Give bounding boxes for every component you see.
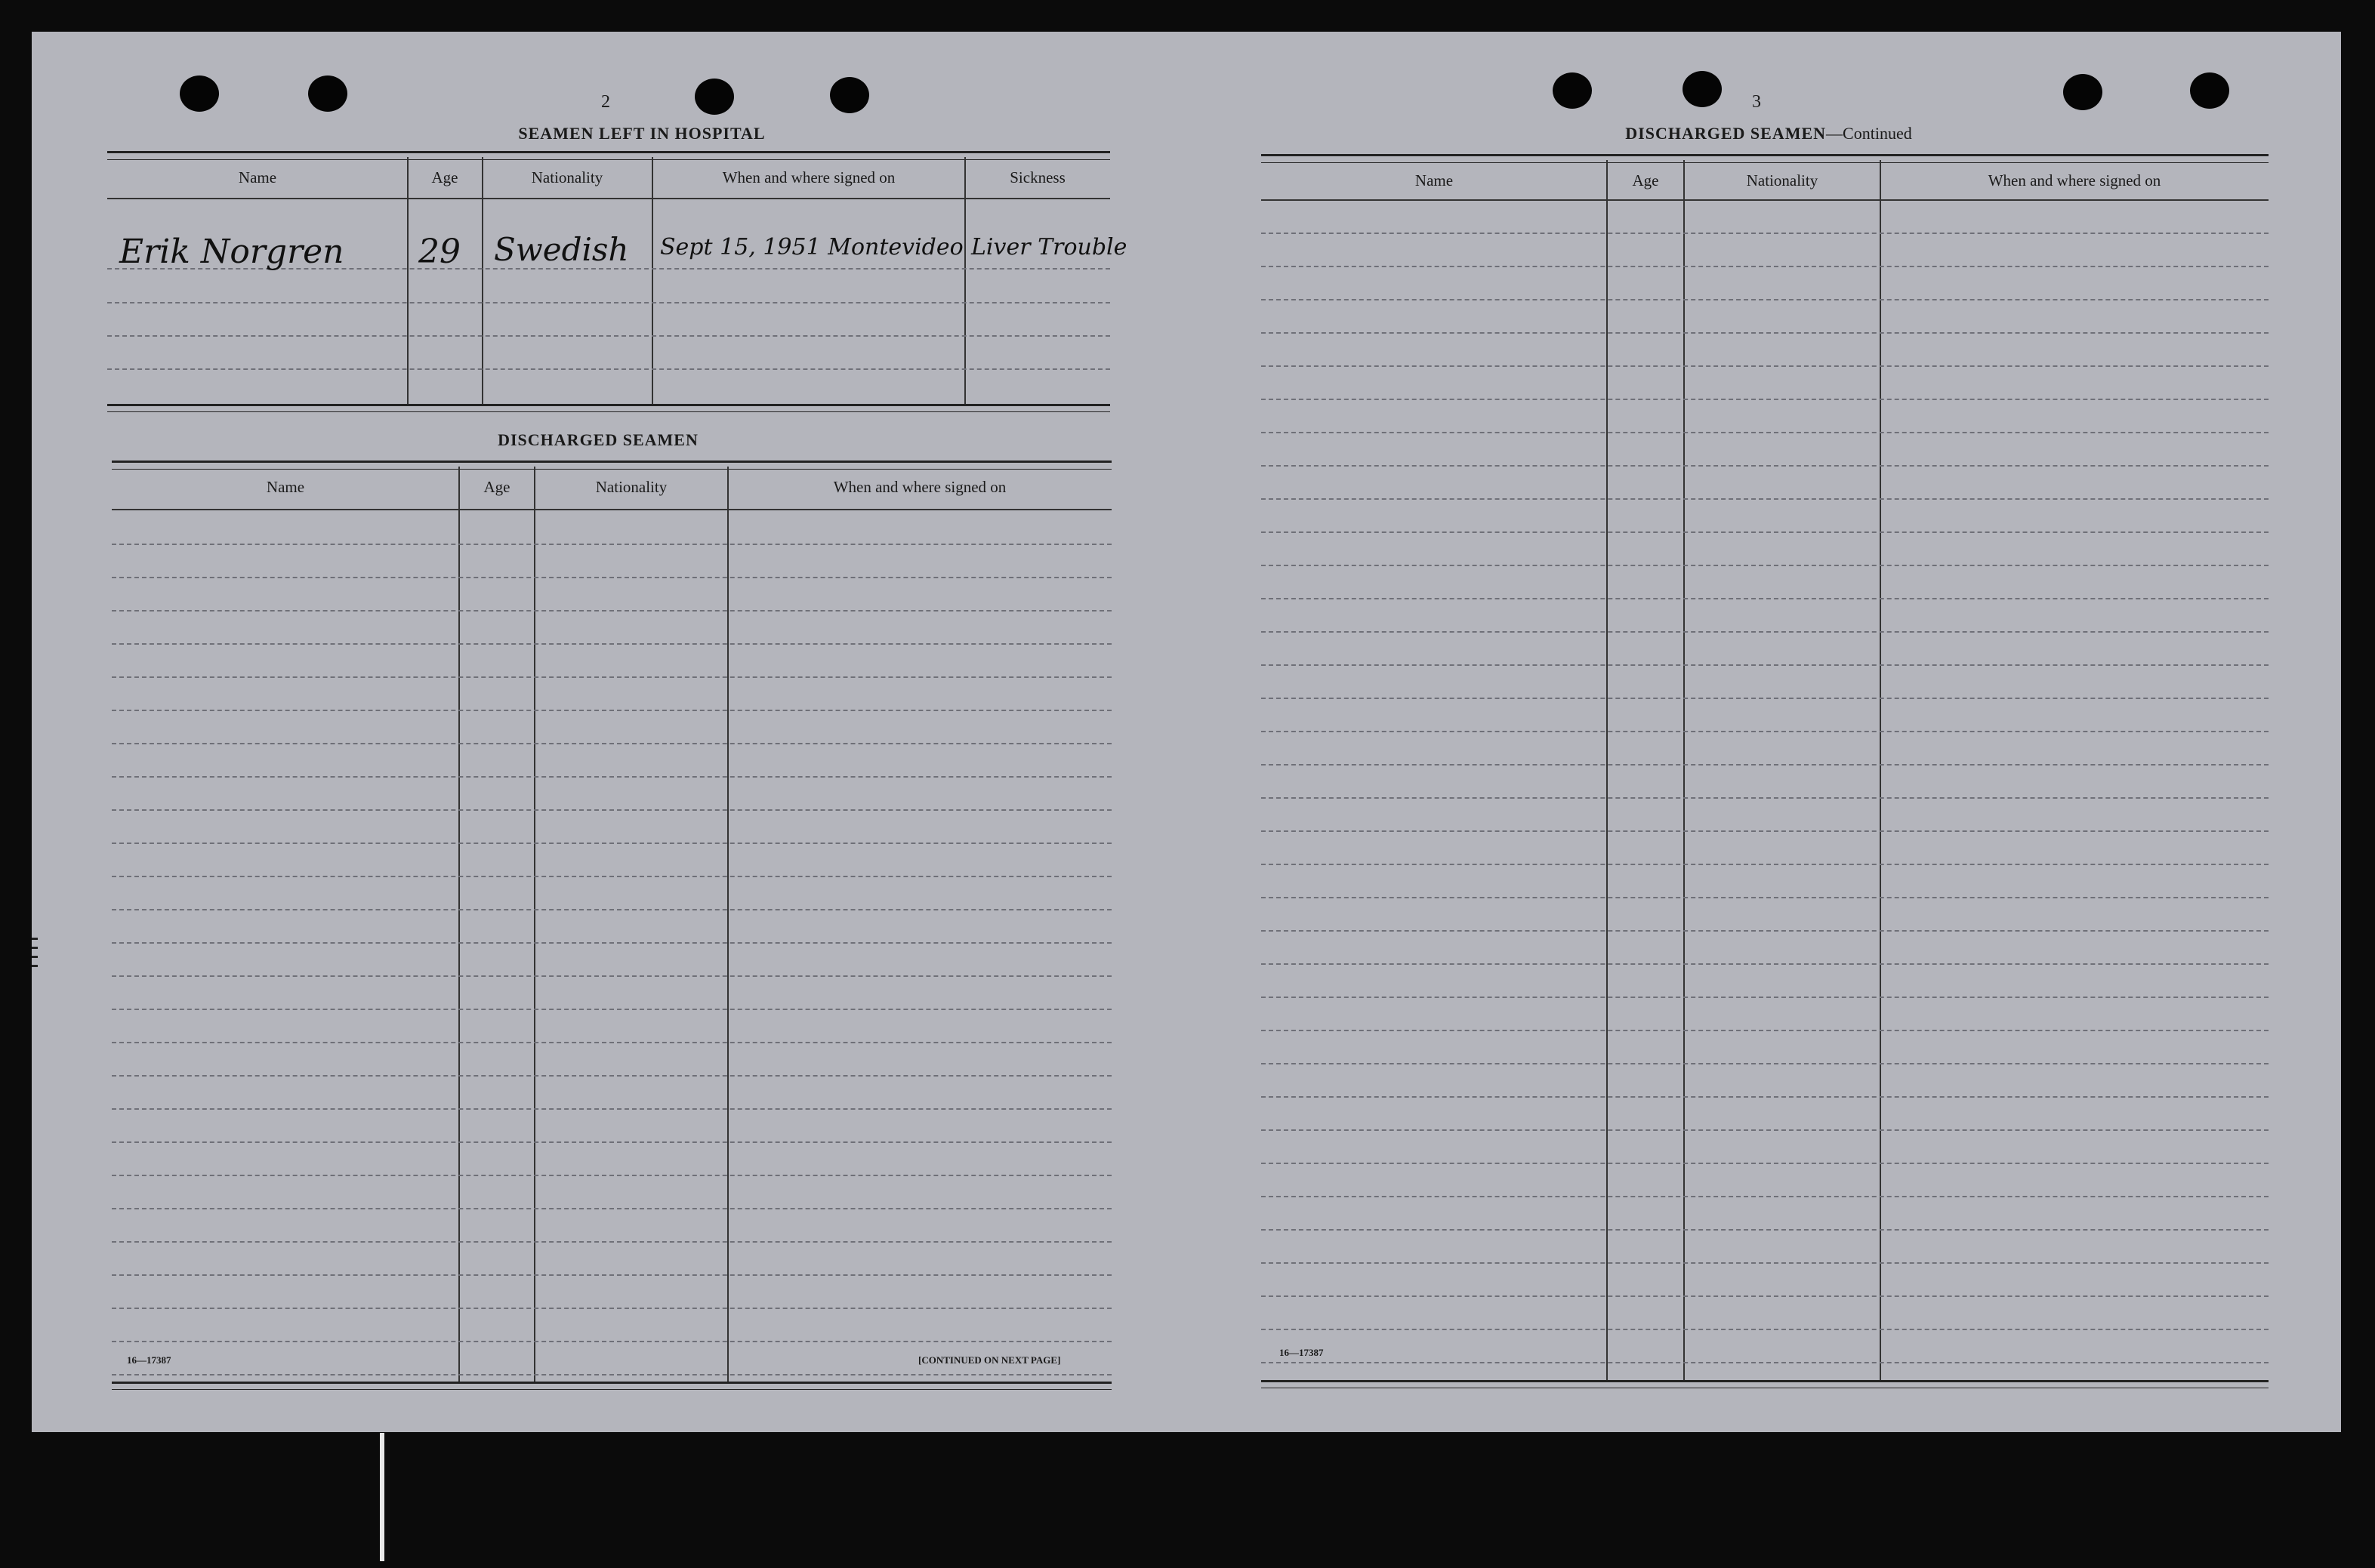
row-line: [1261, 432, 2269, 433]
row-line: [112, 1341, 1112, 1342]
row-line: [112, 1274, 1112, 1276]
row-line: [107, 302, 1110, 303]
punch-hole: [2190, 72, 2229, 109]
form-number-right: 16—17387: [1279, 1347, 1324, 1358]
row-line: [1261, 1030, 2269, 1031]
column-header-signed-on: When and where signed on: [722, 168, 896, 186]
row-line: [112, 1108, 1112, 1110]
row-line: [112, 577, 1112, 578]
handwritten-age: 29: [418, 233, 461, 271]
punch-hole: [1683, 71, 1722, 107]
row-line: [112, 1075, 1112, 1077]
row-line: [1261, 299, 2269, 300]
continued-note: [CONTINUED ON NEXT PAGE]: [918, 1354, 1061, 1366]
section-title-suffix: —Continued: [1826, 124, 1912, 143]
row-line: [1261, 797, 2269, 799]
table-header: [107, 157, 1110, 199]
row-line: [112, 710, 1112, 711]
handwritten-signed-on: Sept 15, 1951 Montevideo: [660, 234, 964, 260]
row-line: [1261, 565, 2269, 566]
handwritten-sickness: Liver Trouble: [971, 234, 1127, 260]
margin-mark: [32, 965, 38, 967]
row-line: [112, 1374, 1112, 1375]
row-line: [1261, 598, 2269, 599]
row-line: [1261, 963, 2269, 965]
row-line: [1261, 698, 2269, 699]
row-line: [1261, 764, 2269, 766]
row-line: [1261, 266, 2269, 267]
row-line: [1261, 1362, 2269, 1363]
handwritten-nationality: Swedish: [494, 231, 629, 268]
row-line: [1261, 864, 2269, 865]
row-line: [107, 368, 1110, 370]
row-line: [1261, 731, 2269, 732]
row-line: [1261, 498, 2269, 500]
row-line: [1261, 1096, 2269, 1098]
row-line: [1261, 399, 2269, 400]
table-header: [1261, 160, 2269, 201]
punch-hole: [830, 77, 869, 113]
row-line: [112, 544, 1112, 545]
row-line: [107, 335, 1110, 337]
row-line: [112, 643, 1112, 645]
row-line: [112, 1208, 1112, 1209]
row-line: [1261, 465, 2269, 467]
column-divider: [458, 467, 460, 1383]
row-line: [112, 809, 1112, 811]
row-line: [1261, 1295, 2269, 1297]
hospital-table: [107, 151, 1127, 411]
column-header-signed-on: When and where signed on: [833, 478, 1007, 496]
margin-mark: [32, 956, 38, 958]
row-line: [1261, 631, 2269, 633]
row-line: [112, 909, 1112, 910]
row-line: [112, 1141, 1112, 1143]
row-line: [1261, 332, 2269, 334]
column-header-name: Name: [1414, 171, 1454, 189]
row-line: [112, 942, 1112, 944]
row-line: [112, 975, 1112, 977]
table-bottom-rule: [1261, 1380, 2269, 1388]
row-line: [1261, 1329, 2269, 1330]
row-line: [1261, 1229, 2269, 1231]
column-header-signed-on: When and where signed on: [1988, 171, 2161, 189]
hospital-section-title: SEAMEN LEFT IN HOSPITAL: [518, 124, 766, 143]
column-divider: [1606, 160, 1608, 1382]
table-bottom-rule: [107, 404, 1110, 412]
column-header-age: Age: [483, 478, 510, 496]
row-line: [112, 1042, 1112, 1043]
row-line: [112, 676, 1112, 678]
column-header-nationality: Nationality: [595, 478, 668, 496]
row-line: [1261, 1262, 2269, 1264]
discharged-table-right: [1261, 154, 2269, 1386]
table-header: [112, 467, 1112, 510]
margin-mark: [32, 947, 38, 949]
punch-hole: [2063, 74, 2102, 110]
margin-mark: [32, 938, 38, 940]
row-line: [1261, 365, 2269, 367]
column-header-nationality: Nationality: [531, 168, 603, 186]
column-header-sickness: Sickness: [1010, 168, 1066, 186]
row-line: [1261, 830, 2269, 832]
row-line: [112, 776, 1112, 778]
paper-tear-mark: [380, 1433, 384, 1561]
column-header-name: Name: [238, 168, 277, 186]
column-header-age: Age: [1632, 171, 1659, 189]
column-header-nationality: Nationality: [1746, 171, 1818, 189]
column-divider: [727, 467, 729, 1383]
form-number-left: 16—17387: [127, 1354, 171, 1366]
column-divider: [1683, 160, 1685, 1382]
column-divider: [534, 467, 535, 1383]
discharged-section-title-left: DISCHARGED SEAMEN: [498, 430, 699, 449]
ledger-sheet: [32, 32, 2341, 1432]
row-line: [1261, 1063, 2269, 1064]
row-line: [1261, 930, 2269, 932]
row-line: [112, 743, 1112, 744]
section-title-text: DISCHARGED SEAMEN: [1625, 124, 1827, 143]
page-number-left: 2: [601, 92, 610, 112]
row-line: [112, 876, 1112, 877]
row-line: [112, 1241, 1112, 1243]
column-divider: [1880, 160, 1881, 1382]
row-line: [1261, 664, 2269, 666]
row-line: [112, 1009, 1112, 1010]
discharged-section-title-right: [1467, 124, 2071, 143]
punch-hole: [1553, 72, 1592, 109]
row-line: [112, 1175, 1112, 1176]
punch-hole: [695, 79, 734, 115]
row-line: [1261, 1196, 2269, 1197]
punch-hole: [308, 75, 347, 112]
row-line: [1261, 897, 2269, 898]
row-line: [112, 1308, 1112, 1309]
row-line: [1261, 1163, 2269, 1164]
punch-hole: [180, 75, 219, 112]
row-line: [1261, 1129, 2269, 1131]
table-bottom-rule: [112, 1382, 1112, 1390]
row-line: [1261, 531, 2269, 533]
column-header-age: Age: [431, 168, 458, 186]
row-line: [112, 843, 1112, 844]
row-line: [1261, 997, 2269, 998]
column-header-name: Name: [266, 478, 305, 496]
page-number-right: 3: [1752, 92, 1761, 112]
row-line: [1261, 233, 2269, 234]
handwritten-name: Erik Norgren: [119, 233, 344, 271]
discharged-table-left: [112, 461, 1112, 1391]
row-line: [112, 610, 1112, 611]
